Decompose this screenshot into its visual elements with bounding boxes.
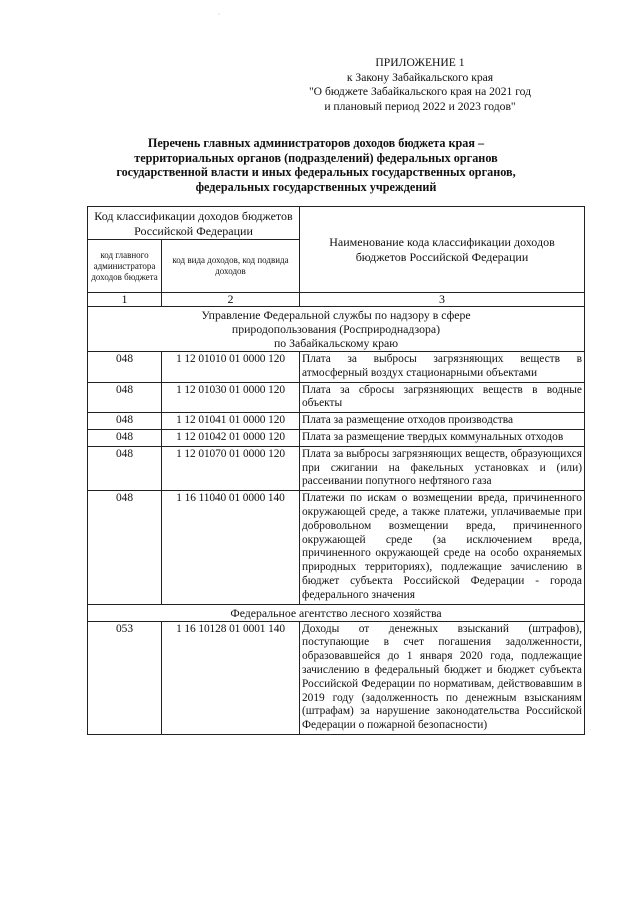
column-number: 1 [88, 293, 162, 307]
header-classification-code: Код классификации доходов бюджетов Российской Федерации [88, 207, 300, 240]
income-name-cell: Плата за размещение твердых коммунальных отходов [299, 429, 584, 446]
income-code-cell: 1 12 01042 01 0000 120 [162, 429, 300, 446]
admin-code-cell: 048 [88, 382, 162, 413]
title-line: территориальных органов (подразделений) федеральных органов [134, 150, 498, 165]
section-row-forestry-agency [88, 604, 585, 621]
income-name-cell: Плата за выбросы загрязняющих веществ в атмосферный воздух стационарными объектами [299, 352, 584, 383]
table-header-row [88, 207, 585, 240]
title-line: государственной власти и иных федеральных государственных органов, [116, 165, 516, 180]
title-line: Перечень главных администраторов доходов бюджета края – [147, 136, 485, 150]
section-title-line: природопользования (Росприроднадзора) [231, 322, 441, 336]
title-line: федеральных государственных учреждений [195, 180, 437, 195]
administrators-table [87, 206, 585, 735]
scan-mark: · [218, 12, 220, 18]
header-code-name: Наименование кода классификации доходов бюджетов Российской Федерации [299, 207, 584, 293]
document-title [96, 136, 536, 195]
admin-code-cell: 048 [88, 413, 162, 430]
column-numbers-row [88, 293, 585, 307]
income-code-cell: 1 16 10128 01 0001 140 [162, 621, 300, 734]
admin-code-cell: 048 [88, 429, 162, 446]
section-row-rosprirodnadzor [88, 307, 585, 352]
income-code-cell: 1 12 01030 01 0000 120 [162, 382, 300, 413]
appendix-law-period: и плановый период 2022 и 2023 годов" [324, 99, 516, 113]
income-name-cell: Плата за выбросы загрязняющих веществ, образующихся при сжигании на факельных установках и (или) рассеивании попутного нефтяного газа [299, 446, 584, 490]
table-row [88, 491, 585, 604]
table-row [88, 621, 585, 734]
admin-code-cell: 048 [88, 352, 162, 383]
income-code-cell: 1 12 01070 01 0000 120 [162, 446, 300, 490]
section-title-line: Управление Федеральной службы по надзору в сфере [201, 308, 471, 322]
column-number: 3 [299, 293, 584, 307]
section-title-line: Федеральное агентство лесного хозяйства [230, 605, 442, 620]
admin-code-cell: 048 [88, 491, 162, 604]
appendix-header [300, 56, 540, 114]
appendix-law-name: "О бюджете Забайкальского края на 2021 год [308, 85, 532, 98]
income-code-cell: 1 12 01010 01 0000 120 [162, 352, 300, 383]
income-code-cell: 1 12 01041 01 0000 120 [162, 413, 300, 430]
income-name-cell: Платежи по искам о возмещении вреда, причиненного окружающей среде, а также платежи, уплачиваемые при добровольном возмещении вреда, причиненного окружающей среде (за исключением вреда, причиненного окружающей среде на особо охраняемых природных территориях), подлежащие зачислению в бюджет субъекта Российской Федерации - города федерального значения [299, 491, 584, 604]
income-name-cell: Плата за сбросы загрязняющих веществ в водные объекты [299, 382, 584, 413]
table-row [88, 382, 585, 413]
income-name-cell: Плата за размещение отходов производства [299, 413, 584, 430]
income-name-cell: Доходы от денежных взысканий (штрафов), поступающие в счет погашения задолженности, образовавшейся до 1 января 2020 года, подлежащие зачислению в федеральный бюджет и бюджет субъекта Российской Федерации по нормативам, действовавшим в 2019 году (задолженность по денежным взысканиям (штрафам) за нарушение законодательства Российской Федерации о пожарной безопасности) [299, 621, 584, 734]
admin-code-cell: 048 [88, 446, 162, 490]
table-row [88, 413, 585, 430]
admin-code-cell: 053 [88, 621, 162, 734]
table-row [88, 352, 585, 383]
header-income-code: код вида доходов, код подвида доходов [162, 240, 300, 293]
table-row [88, 446, 585, 490]
header-admin-code: код главного администратора доходов бюджета [88, 240, 162, 293]
column-number: 2 [162, 293, 300, 307]
appendix-law-ref: к Закону Забайкальского края [346, 70, 494, 84]
table-row [88, 429, 585, 446]
appendix-title: ПРИЛОЖЕНИЕ 1 [375, 56, 465, 69]
section-title-line: по Забайкальскому краю [273, 336, 399, 350]
income-code-cell: 1 16 11040 01 0000 140 [162, 491, 300, 604]
